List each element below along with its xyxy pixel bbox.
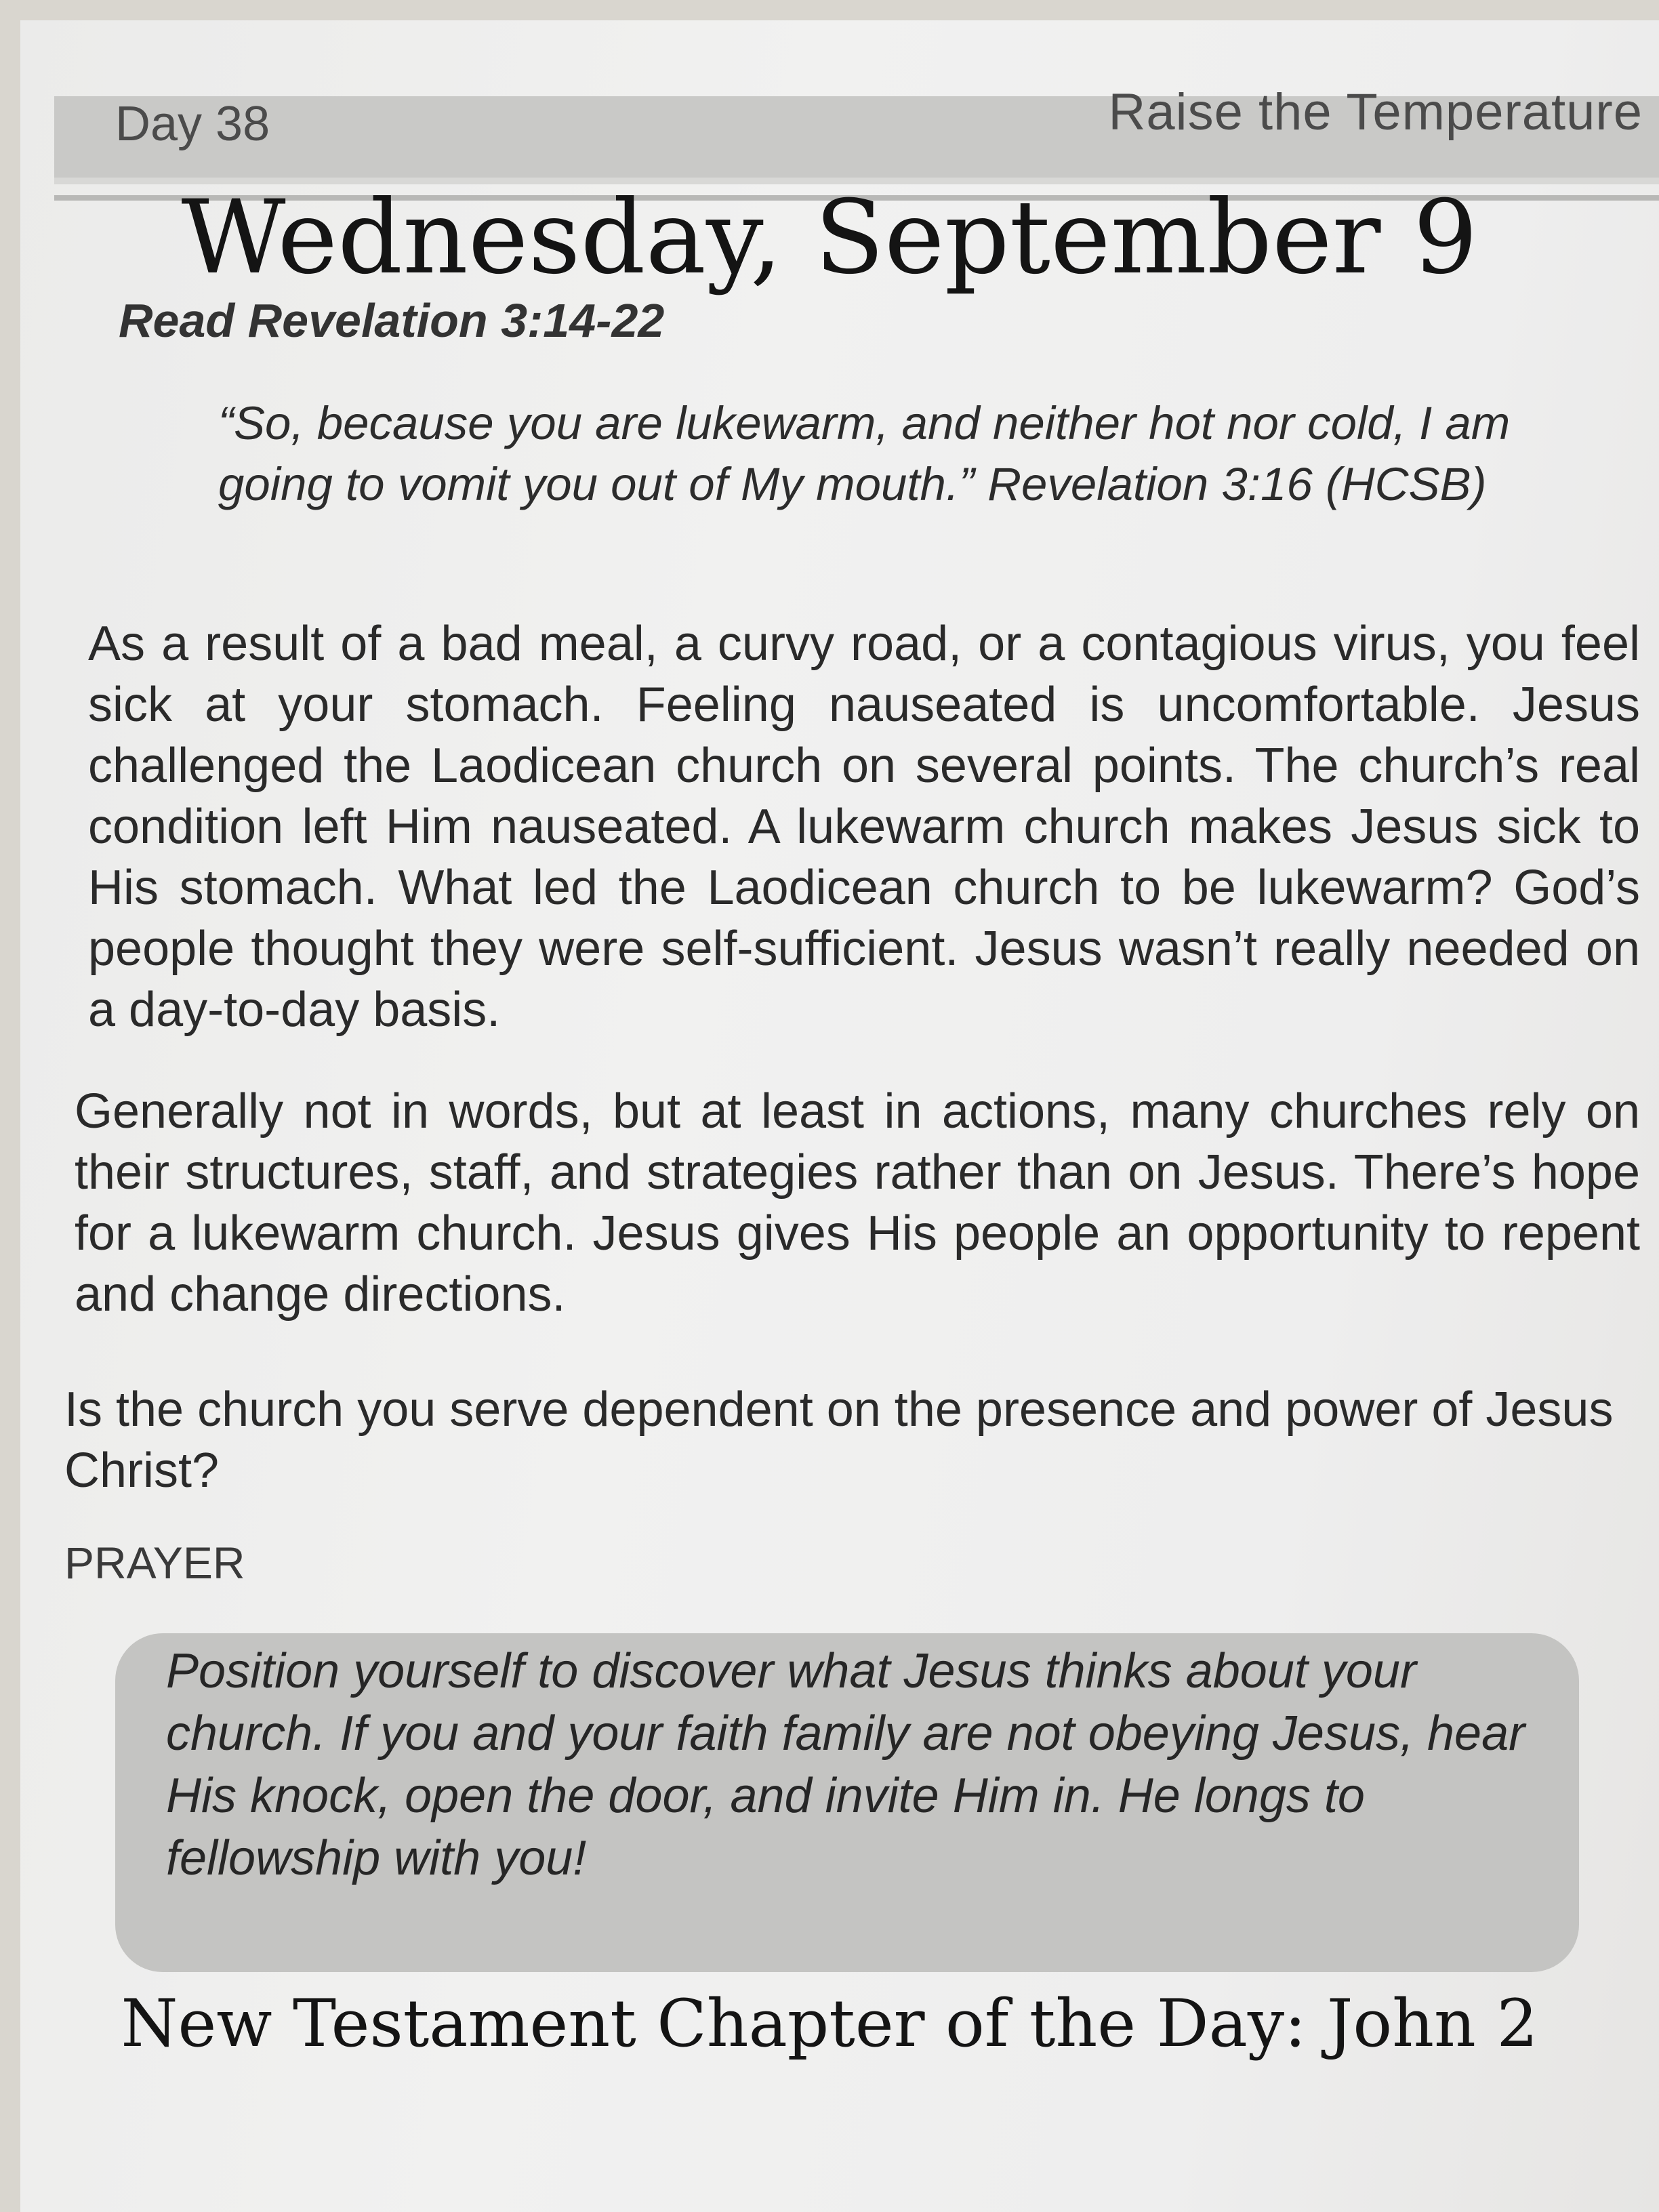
body-paragraph-2: Generally not in words, but at least in actions, many churches rely on their structures, staff, and strategies rather than on Jesus. There’s hope for a lukewarm church. Jesus gives His people an opportunity to repent and change directions. — [75, 1084, 1640, 1322]
body-paragraph-1: As a result of a bad meal, a curvy road, or a contagious virus, you feel sick at your stomach. Feeling nauseated is uncomfortable. Jesus challenged the Laodicean church on several points. The church’s real condition left Him nauseated. A lukewarm church makes Jesus sick to His stomach. What led the Laodicean church to be lukewarm? God’s people thought they were self-sufficient. Jesus wasn’t really needed on a day-to-day basis. — [88, 617, 1640, 1037]
prayer-text: Position yourself to discover what Jesus thinks about your church. If you and your faith family are not obeying Jesus, hear His knock, open the door, and invite Him in. He longs to fellowship with you! — [166, 1644, 1525, 1885]
day-label: Day 38 — [115, 97, 270, 151]
chapter-of-the-day: New Testament Chapter of the Day: John 2 — [121, 1986, 1538, 2062]
scripture-reading: Read Revelation 3:14-22 — [119, 294, 665, 347]
date-title: Wednesday, September 9 — [181, 179, 1478, 297]
prayer-label: PRAYER — [64, 1538, 245, 1588]
section-title: Raise the Temperature — [1108, 83, 1643, 141]
reflection-question: Is the church you serve dependent on the presence and power of Jesus Christ? — [64, 1382, 1614, 1498]
scripture-quote: “So, because you are lukewarm, and neither hot nor cold, I am going to vomit you out of My mouth.” Revelation 3:16 (HCSB) — [218, 397, 1511, 510]
